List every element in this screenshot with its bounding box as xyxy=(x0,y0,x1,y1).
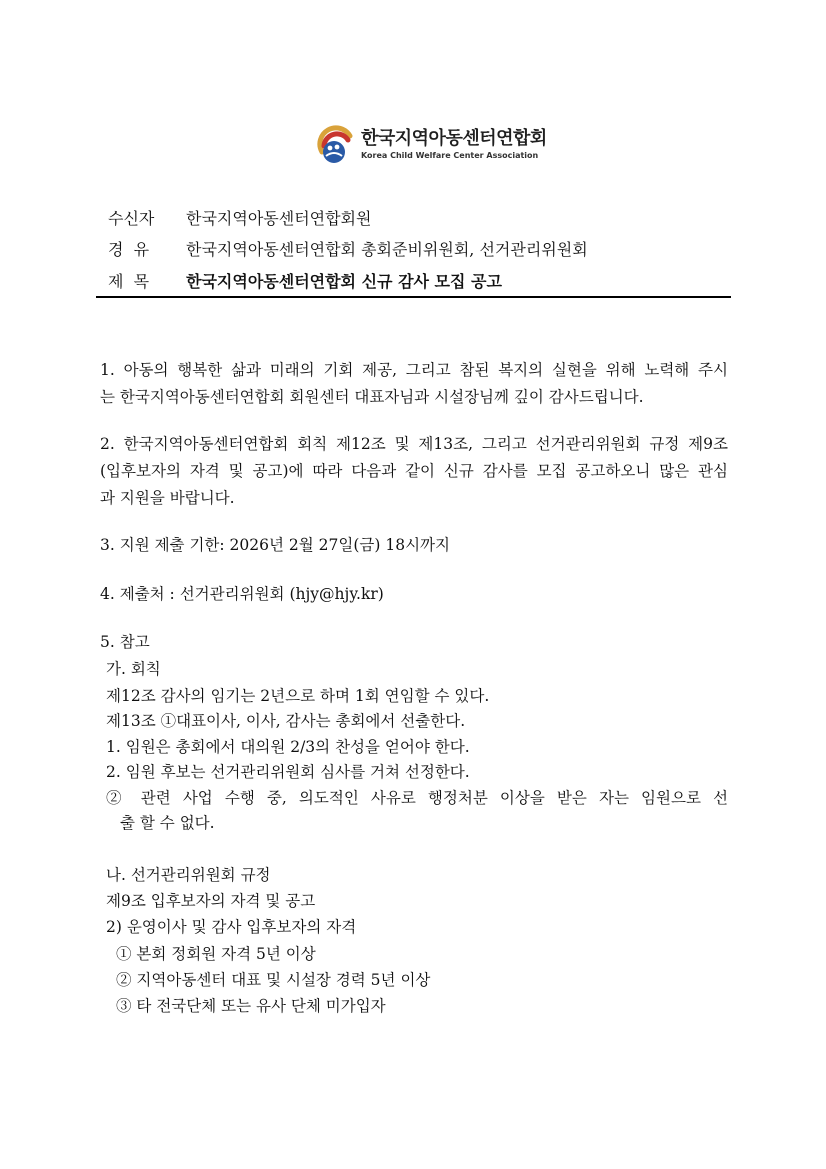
reference-heading: 5. 참고 xyxy=(100,633,150,651)
bylaws-line-2: 제13조 ①대표이사, 이사, 감사는 총회에서 선출한다. xyxy=(106,712,466,730)
bylaws-line-3: 1. 임원은 총회에서 대의원 2/3의 찬성을 얻어야 한다. xyxy=(106,738,470,756)
bylaws-line-6: 출 할 수 없다. xyxy=(120,814,215,832)
via-label: 경 유 xyxy=(108,240,150,259)
paragraph-2-line-1: 2. 한국지역아동센터연합회 회칙 제12조 및 제13조, 그리고 선거관리위원회 규정 제9조 xyxy=(100,435,728,453)
association-emblem-icon xyxy=(314,122,358,166)
deadline-line: 3. 지원 제출 기한: 2026년 2월 27일(금) 18시까지 xyxy=(100,536,450,554)
election-rules-line-4: ② 지역아동센터 대표 및 시설장 경력 5년 이상 xyxy=(116,971,431,989)
paragraph-2-line-3: 과 지원을 바랍니다. xyxy=(100,489,235,507)
subject-label: 제 목 xyxy=(108,272,150,291)
bylaws-line-1: 제12조 감사의 임기는 2년으로 하며 1회 연임할 수 있다. xyxy=(106,687,490,705)
paragraph-2-line-2: (입후보자의 자격 및 공고)에 따라 다음과 같이 신규 감사를 모집 공고하오니 많은 관심 xyxy=(100,462,728,480)
recipient-value: 한국지역아동센터연합회원 xyxy=(186,209,372,228)
election-rules-line-3: ① 본회 정회원 자격 5년 이상 xyxy=(116,945,316,963)
bylaws-line-5: ② 관련 사업 수행 중, 의도적인 사유로 행정처분 이상을 받은 자는 임원으로 선 xyxy=(106,789,728,807)
election-rules-line-1: 제9조 입후보자의 자격 및 공고 xyxy=(106,892,316,910)
subject-value: 한국지역아동센터연합회 신규 감사 모집 공고 xyxy=(186,272,502,291)
bylaws-heading: 가. 회칙 xyxy=(106,660,161,678)
via-value: 한국지역아동센터연합회 총회준비위원회, 선거관리위원회 xyxy=(186,240,588,259)
bylaws-line-4: 2. 임원 후보는 선거관리위원회 심사를 거쳐 선정한다. xyxy=(106,763,470,781)
paragraph-1-line-1: 1. 아동의 행복한 삶과 미래의 기회 제공, 그리고 참된 복지의 실현을 위해 노력해 주시 xyxy=(100,361,728,379)
submission-line: 4. 제출처 : 선거관리위원회 (hjy@hjy.kr) xyxy=(100,585,384,603)
election-rules-line-5: ③ 타 전국단체 또는 유사 단체 미가입자 xyxy=(116,997,386,1015)
recipient-label: 수신자 xyxy=(108,209,155,228)
election-rules-line-2: 2) 운영이사 및 감사 입후보자의 자격 xyxy=(106,918,357,936)
paragraph-1-line-2: 는 한국지역아동센터연합회 회원센터 대표자님과 시설장님께 깊이 감사드립니다. xyxy=(100,388,644,406)
logo-name-korean: 한국지역아동센터연합회 xyxy=(361,128,547,149)
header-divider xyxy=(96,296,731,298)
logo-name-english: Korea Child Welfare Center Association xyxy=(361,151,539,160)
election-rules-heading: 나. 선거관리위원회 규정 xyxy=(106,866,271,884)
association-logo xyxy=(314,122,554,168)
